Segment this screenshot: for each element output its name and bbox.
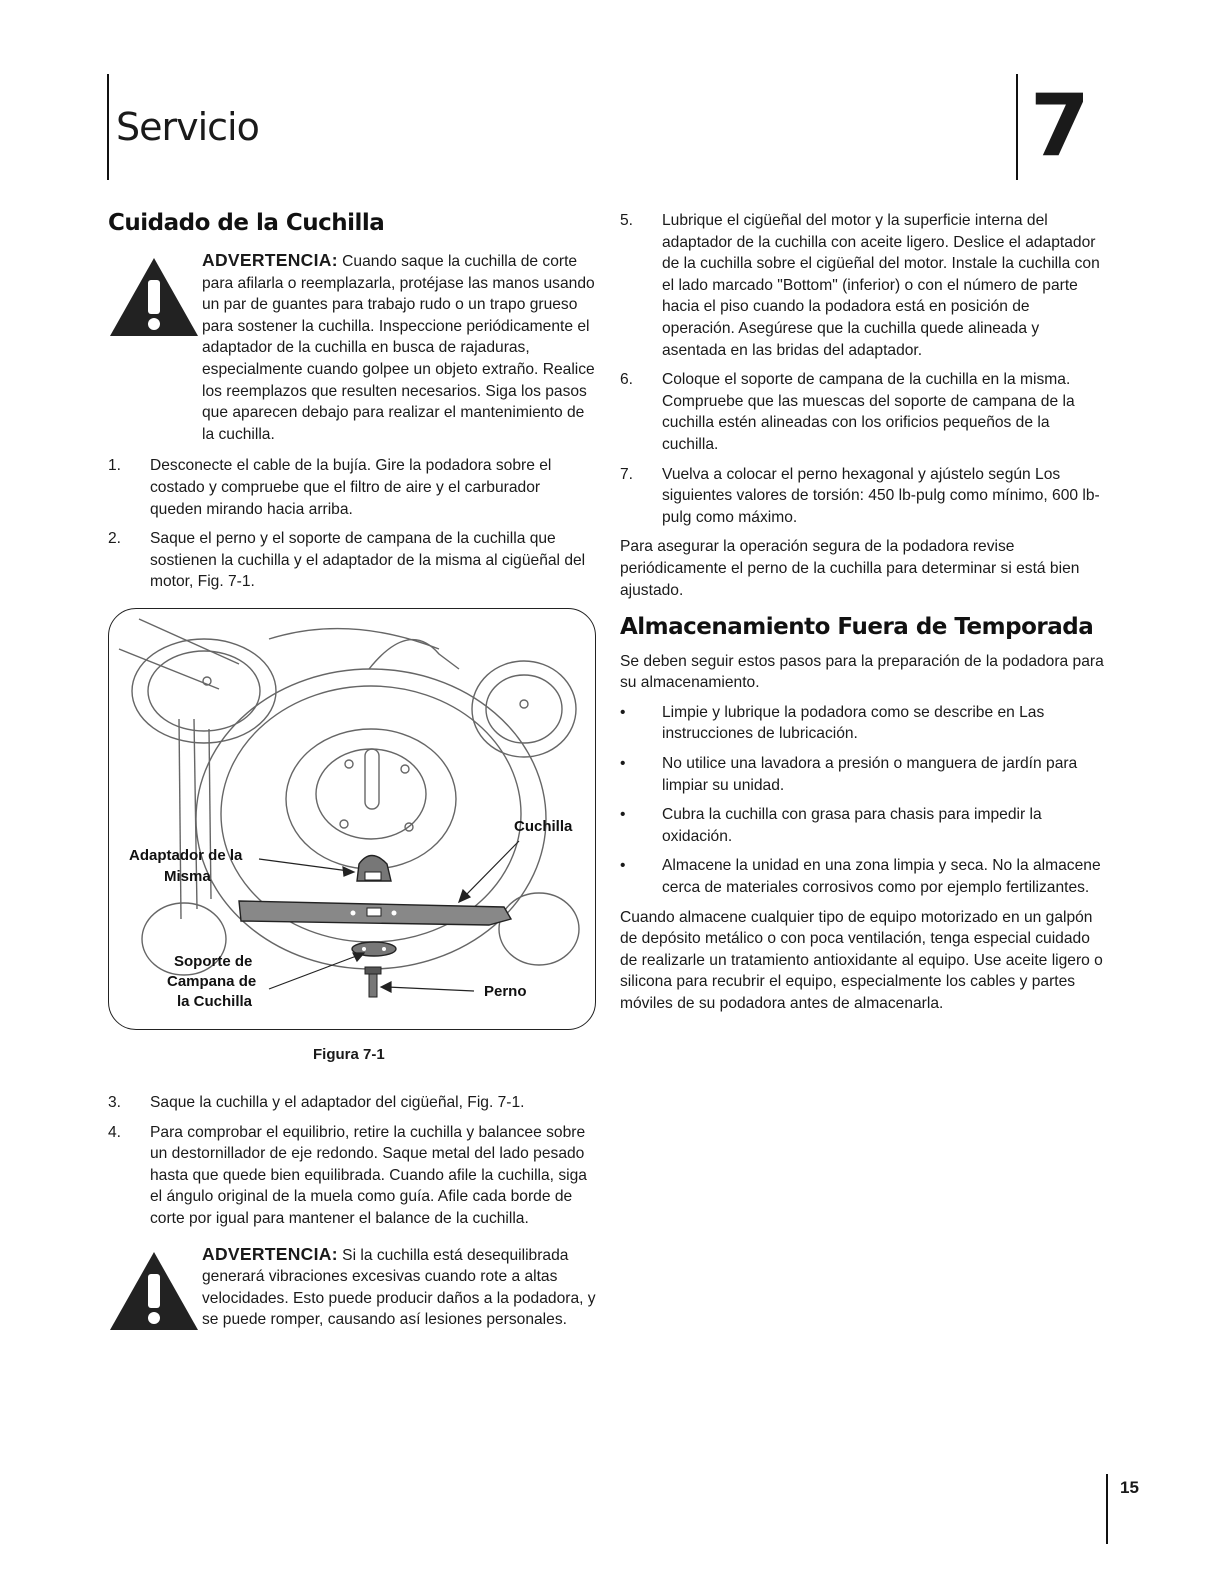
list-item (620, 702, 1106, 745)
section-title-blade-care: Cuidado de la Cuchilla (108, 210, 385, 236)
step-number: 5. (620, 212, 634, 229)
step-text: Vuelva a colocar el perno hexagonal y ajústelo según Los siguientes valores de torsión: 450 lb-pulg como mínimo, 600 lb-pulg como máximo. (662, 465, 1100, 526)
warning-body-1: Cuando saque la cuchilla de corte para afilarla o reemplazarla, protéjase las manos usando un par de guantes para trabajo rudo o un trapo grueso para sostener la cuchilla. Inspeccione periódicamente el adaptador de la cuchilla en busca de rajaduras, especialmente cuando golpee un objeto extraño. Realice los reemplazos que resulten necesarios. Siga los pasos que aparecen debajo para realizar el mantenimiento de la cuchilla. (202, 253, 595, 443)
header-rule-left (107, 74, 109, 180)
label-bell-support-line3: la Cuchilla (177, 993, 253, 1010)
label-bolt: Perno (484, 983, 527, 1000)
step-text: Saque la cuchilla y el adaptador del cigüeñal, Fig. 7-1. (150, 1094, 525, 1111)
label-bell-support-line2: Campana de (167, 973, 257, 990)
label-adapter-line1: Adaptador de la (129, 847, 243, 864)
bullet-icon: • (620, 703, 626, 721)
warning-label-1: ADVERTENCIA: (202, 250, 338, 270)
bullet-text: Cubra la cuchilla con grasa para chasis para impedir la oxidación. (662, 806, 1042, 845)
step-text: Para comprobar el equilibrio, retire la cuchilla y balancee sobre un destornillador de eje redondo. Saque metal del lado pesado hasta que quede bien equilibrada. Cuando afile la cuchilla, siga el ángulo original de la muela como guía. Afile cada borde de corte por igual para mantener el balance de la cuchilla. (150, 1123, 587, 1227)
right-column (620, 210, 1106, 1015)
closing-paragraph: Cuando almacene cualquier tipo de equipo motorizado en un galpón de depósito metálico o con poca ventilación, tenga especial cuidado de realizarle un tratamiento antioxidante al equipo. Use aceite ligero o silicona para recubrir el equipo, especialmente los cables y partes móviles de su podadora antes de almacenarla. (620, 908, 1103, 1012)
chapter-number: 7 (1030, 76, 1090, 176)
step-number: 2. (108, 530, 122, 548)
section-title-storage: Almacenamiento Fuera de Temporada (620, 614, 1094, 641)
list-item (620, 753, 1106, 796)
warning-block-1 (108, 250, 596, 445)
warning-body-2: Si la cuchilla está desequilibrada generará vibraciones excesivas cuando rote a altas velocidades. Esto puede producir daños a la podadora, y se puede romper, causando así lesiones personales. (202, 1246, 596, 1329)
list-item (108, 455, 596, 520)
label-blade: Cuchilla (514, 818, 573, 835)
step-number: 3. (108, 1094, 122, 1111)
steps-list-a (108, 455, 596, 593)
bullet-text: Limpie y lubrique la podadora como se describe en Las instrucciones de lubricación. (662, 703, 1045, 743)
warning-triangle-icon (108, 1250, 200, 1332)
label-adapter-line2: Misma (164, 868, 211, 885)
step-text: Desconecte el cable de la bujía. Gire la podadora sobre el costado y compruebe que el filtro de aire y el carburador queden mirando hacia arriba. (150, 457, 552, 518)
list-item (620, 804, 1106, 847)
list-item (108, 1092, 596, 1114)
list-item (620, 464, 1106, 529)
step-number: 7. (620, 465, 634, 483)
step-number: 1. (108, 457, 122, 475)
list-item (108, 528, 596, 593)
footer-rule (1106, 1474, 1108, 1544)
steps-list-b (108, 1092, 596, 1331)
warning-block-2 (108, 1244, 596, 1331)
header-rule-right (1016, 74, 1018, 180)
warning-text-2 (202, 1244, 596, 1331)
figure-7-1 (108, 608, 596, 1030)
bullet-icon: • (620, 857, 626, 875)
bullet-icon: • (620, 755, 626, 773)
bullet-icon: • (620, 806, 626, 824)
step-text: Lubrique el cigüeñal del motor y la superficie interna del adaptador de la cuchilla con aceite ligero. Deslice el adaptador de la cuchilla sobre el cigüeñal del motor. Instale la cuchilla con el lado marcado "Bottom" (inferior) o con el número de parte hacia el piso cuando la podadora está en posición de operación. Asegúrese que la cuchilla quede alineada y asentada en las bridas del adaptador. (662, 212, 1100, 359)
step-text: Coloque el soporte de campana de la cuchilla en la misma. Compruebe que las muescas del soporte de campana de la cuchilla estén alineadas con los orificios pequeños de la cuchilla. (662, 371, 1075, 453)
list-item (620, 369, 1106, 455)
list-item (620, 855, 1106, 898)
label-bell-support-line1: Soporte de (174, 953, 253, 970)
bullet-text: Almacene la unidad en una zona limpia y seca. No la almacene cerca de materiales corrosivos como por ejemplo fertilizantes. (662, 857, 1101, 897)
list-item (108, 1122, 596, 1230)
page-title: Servicio (116, 105, 259, 149)
left-column (108, 210, 596, 593)
list-item (620, 210, 1106, 361)
page-number: 15 (1120, 1478, 1139, 1497)
warning-label-2: ADVERTENCIA: (202, 1243, 338, 1264)
figure-caption: Figura 7-1 (313, 1046, 385, 1063)
warning-text-1 (202, 250, 596, 445)
storage-intro: Se deben seguir estos pasos para la preparación de la podadora para su almacenamiento. (620, 652, 1104, 692)
warning-triangle-icon (108, 256, 200, 338)
step-number: 6. (620, 371, 634, 389)
step-number: 4. (108, 1123, 122, 1141)
bullet-text: No utilice una lavadora a presión o manguera de jardín para limpiar su unidad. (662, 755, 1078, 794)
step-text: Saque el perno y el soporte de campana de la cuchilla que sostienen la cuchilla y el adaptador de la misma al cigüeñal del motor, Fig. 7-1. (150, 530, 586, 591)
safety-paragraph: Para asegurar la operación segura de la podadora revise periódicamente el perno de la cuchilla para determinar si está bien ajustado. (620, 538, 1080, 599)
